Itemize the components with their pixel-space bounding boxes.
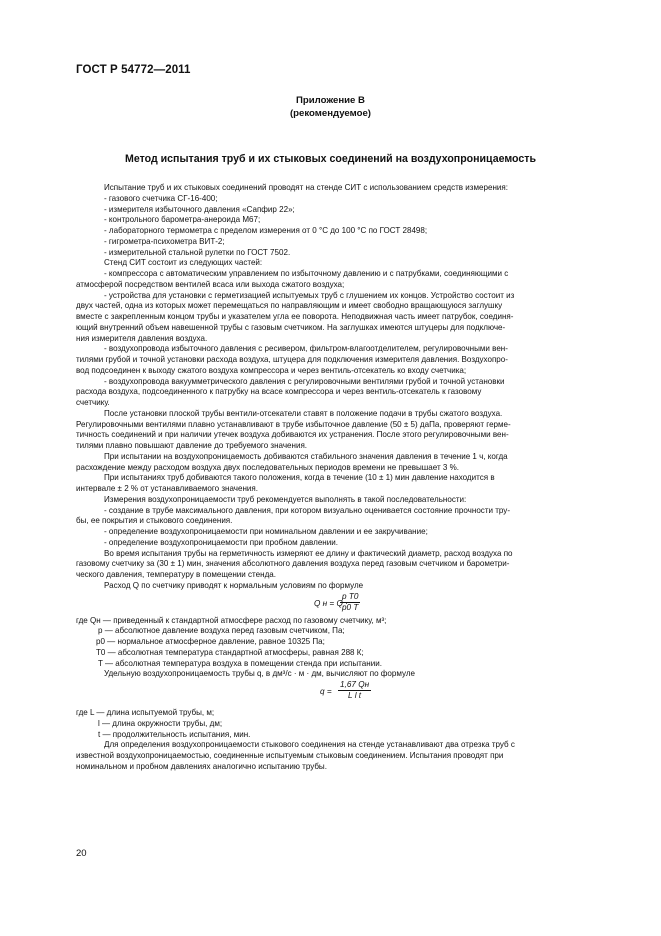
appendix-status: (рекомендуемое) bbox=[289, 108, 371, 119]
formula-numerator: p T0 bbox=[342, 591, 359, 601]
definition: где Qн — приведенный к стандартной атмосфере расход по газовому счетчику, м³; bbox=[76, 615, 387, 625]
definition: t — продолжительность испытания, мин. bbox=[98, 729, 251, 739]
part-vacuum-line: - воздухопровода вакуумметрического давления с регулировочными вентилями грубой и точной установки расхода воздуха, подсоединенного к патрубку на всасе компрессора и через вентиль-отсекатель к газовому счетчику. bbox=[76, 376, 505, 407]
formula-lhs: Q н = Q · bbox=[314, 598, 348, 608]
paragraph-interval: При испытаниях труб добиваются такого положения, когда в течение (10 ± 1) мин давление находится в интервале ± 2 % от устанавливаемого значения. bbox=[76, 473, 495, 493]
list-item: - газового счетчика СГ-16-400; bbox=[104, 193, 218, 203]
formula-specific-permeability bbox=[76, 680, 613, 704]
section-title: Метод испытания труб и их стыковых соединений на воздухопроницаемость bbox=[125, 153, 536, 165]
list-item: - измерителя избыточного давления «Сапфир 22»; bbox=[104, 204, 295, 214]
paragraph-joint: Для определения воздухопроницаемости стыкового соединения на стенде устанавливают два отрезка труб с известной воздухопроницаемостью, соединенные испытуемым стыковым соединением. Испытания проводят при номинальном и пробном давлениях аналогично испытанию трубы. bbox=[76, 740, 515, 771]
appendix-name: Приложение В bbox=[296, 95, 365, 106]
definition: T0 — абсолютная температура стандартной атмосферы, равная 288 К; bbox=[96, 647, 364, 657]
formula-normal-flow bbox=[76, 592, 613, 616]
definition: l — длина окружности трубы, дм; bbox=[98, 718, 223, 728]
formula-fraction bbox=[338, 680, 371, 701]
paragraph-setup: После установки плоской трубы вентили-отсекатели ставят в положение подачи в трубы сжатого воздуха. Регулировочными вентилями плавно устанавливают в трубе избыточное давление (50 ± 5) даПа, проверяют герме- тичность соединений и при наличии утечек воздуха добиваются их устранения. После этого регулировочными вен- тилями плавно повышают давление до требуемого значения. bbox=[76, 408, 511, 450]
list-item: - гигрометра-психометра ВИТ-2; bbox=[104, 236, 225, 246]
formula-numerator: 1,67 Qн bbox=[340, 680, 370, 689]
definitions-2 bbox=[76, 708, 613, 740]
paragraph-stability: При испытании на воздухопроницаемость добиваются стабильного значения давления в течение 1 ч, когда расхождение между расходом воздуха двух последовательных периодов времени не превышает 3 %. bbox=[76, 451, 508, 472]
sequence-item: - определение воздухопроницаемости при пробном давлении. bbox=[104, 537, 338, 547]
definition: p0 — нормальное атмосферное давление, равное 10325 Па; bbox=[96, 637, 325, 646]
formula-fraction bbox=[340, 592, 360, 613]
list-item: - контрольного барометра-анероида М67; bbox=[104, 215, 261, 225]
sequence-item: - определение воздухопроницаемости при номинальном давлении и ее закручивание; bbox=[104, 527, 428, 536]
paragraph-specific: Удельную воздухопроницаемость трубы q, в дм³/с · м · дм, вычисляют по формуле bbox=[104, 669, 416, 679]
intro-line: Испытание труб и их стыковых соединений проводят на стенде СИТ с использованием средств измерения: bbox=[104, 183, 508, 192]
part-pressure-line: - воздухопровода избыточного давления с ресивером, фильтром-влагоотделителем, регулировочными вен- тилями грубой и точной установки расхода воздуха, штуцера для подключения измерителя давления. Воздухопро- вод подсоединен к выходу сжатого воздуха компрессора и через вентиль-отсекатель ко входу счетчика; bbox=[76, 344, 508, 375]
list-item: - лабораторного термометра с пределом измерения от 0 °С до 100 °С по ГОСТ 28498; bbox=[104, 226, 428, 235]
definitions-1 bbox=[76, 616, 613, 670]
paragraph-sequence: Измерения воздухопроницаемости труб рекомендуется выполнять в такой последовательности: bbox=[104, 494, 467, 504]
standard-header: ГОСТ Р 54772—2011 bbox=[76, 64, 191, 76]
page-number: 20 bbox=[76, 848, 87, 859]
paragraph-measurements: Во время испытания трубы на герметичность измеряют ее длину и фактический диаметр, расход воздуха по газовому счетчику за (30 ± 1) мин, значения абсолютного давления воздуха перед газовым счетчиком и барометри- ческого давления, температуру в помещении стенда. bbox=[76, 548, 513, 579]
list-item: - измерительной стальной рулетки по ГОСТ 7502. bbox=[104, 247, 291, 257]
part-compressor: - компрессора с автоматическим управлением по избыточному давлению и с патрубками, соединяющими с атмосферой посредством вентилей всаса или выхода сжатого воздуха; bbox=[76, 269, 509, 289]
definition: p — абсолютное давление воздуха перед газовым счетчиком, Па; bbox=[98, 626, 345, 636]
paragraph-formula-intro: Расход Q по счетчику приводят к нормальным условиям по формуле bbox=[104, 580, 364, 590]
definition: T — абсолютная температура воздуха в помещении стенда при испытании. bbox=[98, 658, 382, 668]
stand-intro: Стенд СИТ состоит из следующих частей: bbox=[104, 258, 263, 268]
formula-denominator: L l t bbox=[348, 691, 362, 700]
body-text bbox=[76, 183, 613, 773]
formula-lhs: q = bbox=[320, 687, 332, 696]
sequence-item: - создание в трубе максимального давления, при котором визуально оценивается состояние прочности тру- бы, ее покрытия и стыкового соединения. bbox=[76, 505, 511, 526]
part-device: - устройства для установки с герметизацией испытуемых труб с глушением их концов. Устройство состоит из двух частей, одна из которых может перемещаться по направляющим и имеет свободно вращающуюся заглушку вместе с закрепленным концом трубы и указателем угла ее поворота. Неподвижная часть имеет патрубок, соединя- ющий внутренний объем навешенной трубы с газовым счетчиком. На заглушках имеются штуцеры для подключе- ния измерителя давления воздуха. bbox=[76, 290, 515, 343]
definition: где L — длина испытуемой трубы, м; bbox=[76, 708, 215, 717]
formula-denominator: p0 T bbox=[342, 602, 359, 612]
